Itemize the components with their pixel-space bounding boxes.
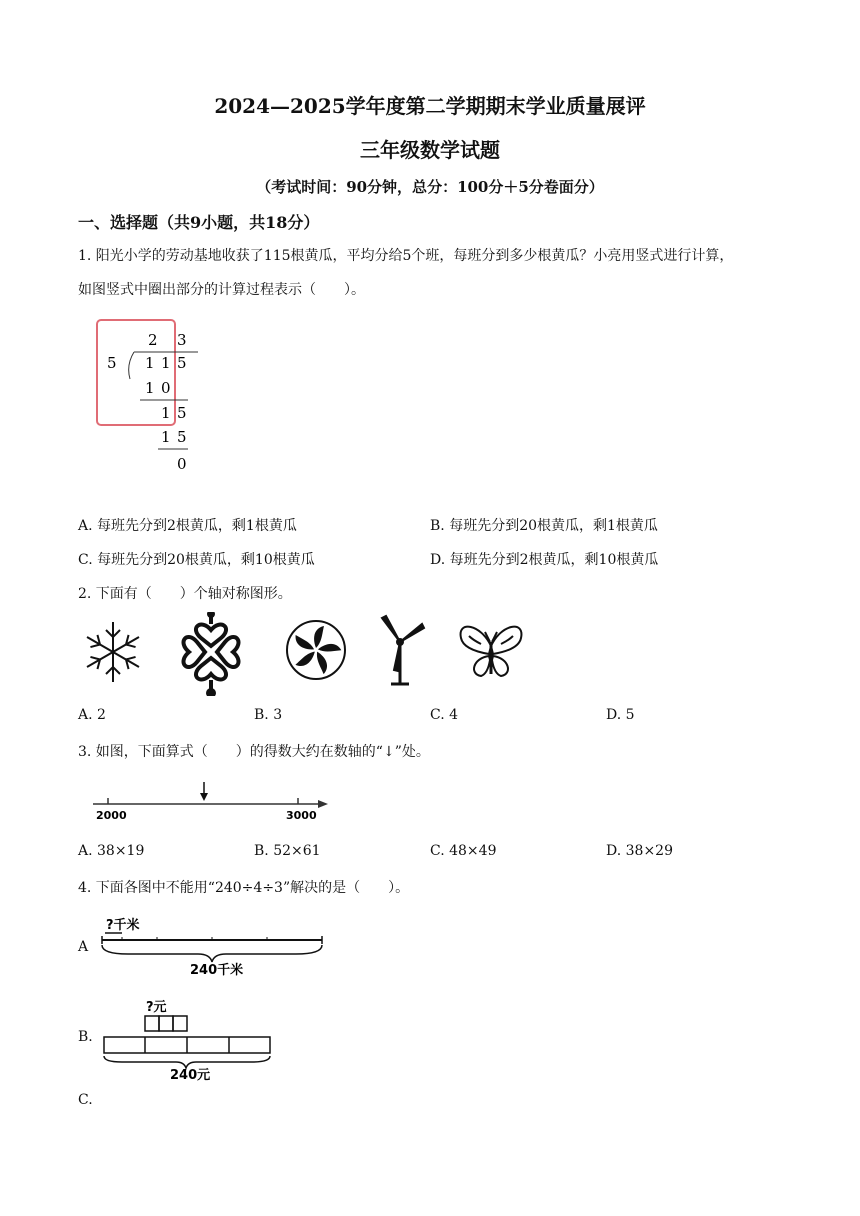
axis-start-label: 2000 [96,809,127,822]
q2-option-a[interactable]: A. 2 [78,707,106,723]
snowflake-icon [84,622,143,682]
step-digit: 1 [161,428,171,446]
q3-text: 3. 如图，下面算式（ ）的得数大约在数轴的“↓”处。 [78,744,430,760]
q4-option-b-label[interactable]: B. [78,1029,93,1045]
section-heading: 一、选择题（共9小题，共18分） [78,213,320,232]
butterfly-icon [461,627,522,676]
dividend-digit: 1 [161,354,171,372]
q2-text: 2. 下面有（ ）个轴对称图形。 [78,586,292,602]
step-digit: 5 [177,428,187,446]
q4-figure-b [98,995,278,1083]
dividend-digit: 5 [177,354,187,372]
step-digit: 5 [177,404,187,422]
exam-subtitle: 三年级数学试题 [360,138,500,162]
q1-option-a[interactable]: A. 每班先分到2根黄瓜，剩1根黄瓜 [78,518,297,534]
step-digit: 0 [161,379,171,397]
total-brace [102,945,322,962]
price-question-label: ?元 [146,1000,167,1015]
long-division-figure [90,315,220,480]
divisor: 5 [107,354,117,372]
total-distance-label: 240千米 [190,963,244,978]
q4-figure-a [98,912,328,978]
quotient-digit: 2 [148,331,158,349]
q2-figures [78,612,538,696]
division-bracket [129,352,134,379]
q1-text-line1: 1. 阳光小学的劳动基地收获了115根黄瓜，平均分给5个班，每班分到多少根黄瓜？小亮用竖式进行计算， [78,248,734,264]
q4-option-a-label[interactable]: A [78,939,89,955]
quotient-digit: 3 [177,331,187,349]
axis-arrow-icon [318,800,328,808]
q2-option-b[interactable]: B. 3 [254,707,283,723]
q1-option-c[interactable]: C. 每班先分到20根黄瓜，剩10根黄瓜 [78,552,315,568]
exam-title: 2024—2025学年度第二学期期末学业质量展评 [214,94,646,118]
axis-end-label: 3000 [286,809,317,822]
q2-option-c[interactable]: C. 4 [430,707,459,723]
q2-option-d[interactable]: D. 5 [606,707,635,723]
step-digit: 1 [145,379,155,397]
chinese-knot-icon [184,612,239,696]
q4-text: 4. 下面各图中不能用“240÷4÷3”解决的是（ ）。 [78,880,410,896]
total-price-label: 240元 [170,1068,211,1083]
q3-option-b[interactable]: B. 52×61 [254,843,321,859]
q1-option-b[interactable]: B. 每班先分到20根黄瓜，剩1根黄瓜 [430,518,658,534]
q4-option-c-label[interactable]: C. [78,1092,93,1108]
q3-option-a[interactable]: A. 38×19 [78,843,145,859]
distance-question-label: ?千米 [106,918,140,933]
dividend-digit: 1 [145,354,155,372]
step-digit: 1 [161,404,171,422]
remainder: 0 [177,455,187,473]
bauhinia-emblem-icon [287,621,345,679]
q1-option-d[interactable]: D. 每班先分到2根黄瓜，剩10根黄瓜 [430,552,659,568]
windmill-icon [382,616,424,684]
q3-option-c[interactable]: C. 48×49 [430,843,497,859]
exam-info: （考试时间：90分钟，总分：100分＋5分卷面分） [256,178,604,196]
q3-option-d[interactable]: D. 38×29 [606,843,673,859]
q1-text-line2: 如图竖式中圈出部分的计算过程表示（ ）。 [78,282,365,298]
number-line [88,778,338,826]
total-brace [104,1056,270,1068]
